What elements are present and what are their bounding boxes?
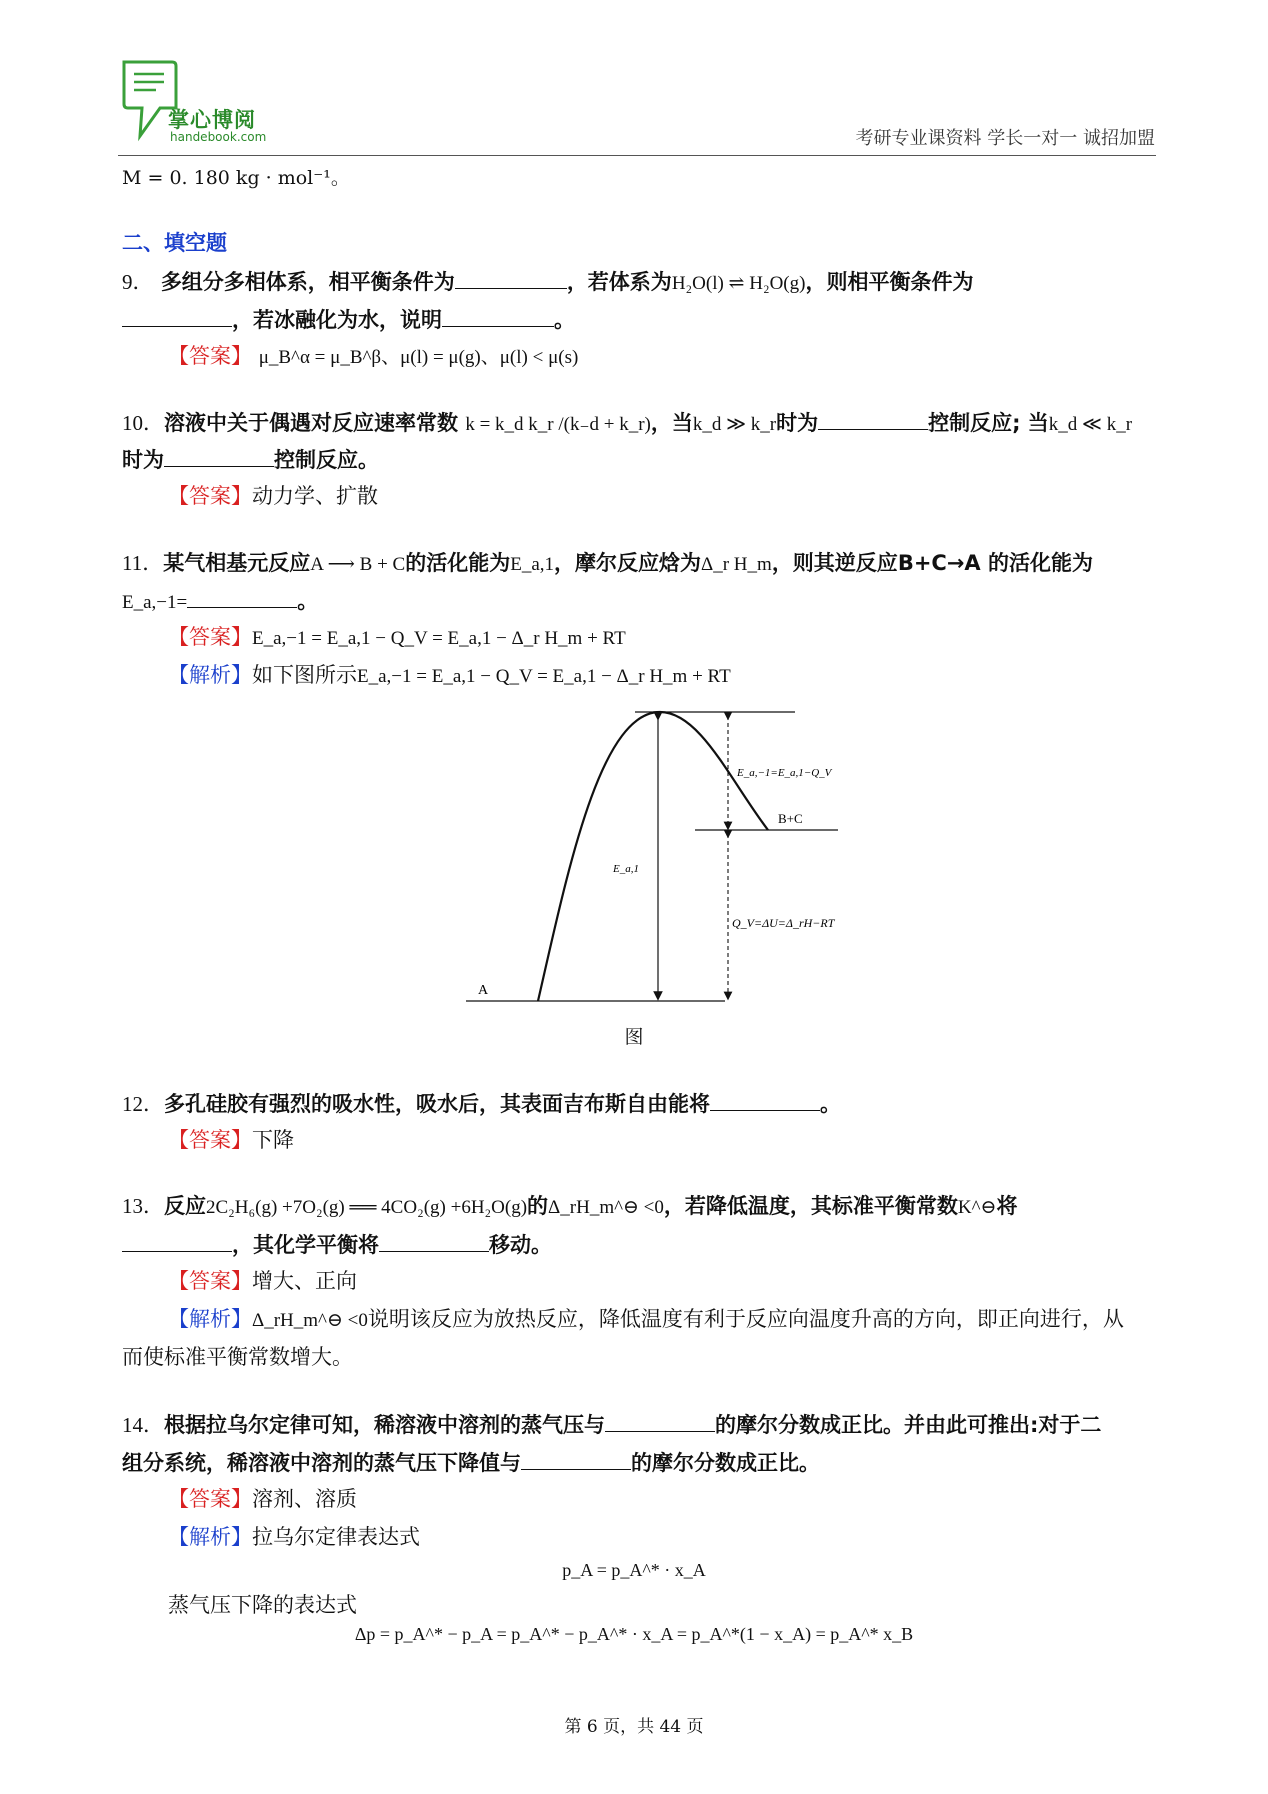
question-text: 时为 [776, 411, 819, 435]
question-text: 组分系统，稀溶液中溶剂的蒸气压下降值与 [122, 1451, 521, 1475]
answer-blank[interactable] [455, 266, 567, 289]
question-text: 多组分多相体系，相平衡条件为 [160, 270, 455, 294]
top-formula: M = 0. 180 kg · mol⁻¹。 [122, 167, 350, 189]
formula: Δ_rH_m^⊖ <0 [548, 1197, 664, 1218]
question-number: 9． [122, 270, 154, 294]
question-text: 时为 [122, 448, 164, 472]
formula: E_a,−1 = E_a,1 − Q_V = E_a,1 − Δ_r H_m + RT [357, 666, 731, 687]
question-text: 某气相基元反应 [163, 551, 311, 575]
question-text: ，其化学平衡将 [232, 1233, 379, 1257]
question-text: 根据拉乌尔定律可知，稀溶液中溶剂的蒸气压与 [164, 1413, 605, 1437]
question-9-line-1 [122, 266, 973, 299]
answer-blank[interactable] [379, 1229, 489, 1252]
analysis-label: 【解析】 [168, 1525, 252, 1549]
question-text: 多孔硅胶有强烈的吸水性，吸水后，其表面吉布斯自由能将 [164, 1092, 710, 1116]
label-qv: Q_V=ΔU=Δ_rH−RT [732, 916, 835, 930]
question-text: ，若体系为 [566, 270, 672, 294]
question-13-analysis-line-2: 而使标准平衡常数增大。 [122, 1345, 353, 1369]
answer-label: 【答案】 [168, 1128, 252, 1152]
question-14-line-2 [122, 1447, 820, 1478]
logo-url: handebook.com [170, 130, 267, 144]
label-ea-reverse: E_a,−1=E_a,1−Q_V [737, 767, 832, 779]
question-10-line-1 [122, 407, 1132, 440]
analysis-text: 拉乌尔定律表达式 [252, 1525, 420, 1549]
answer-blank[interactable] [818, 407, 928, 430]
answer-label: 【答案】 [168, 625, 252, 649]
analysis-text: 说明该反应为放热反应，降低温度有利于反应向温度升高的方向，即正向进行，从 [367, 1307, 1124, 1331]
answer-blank[interactable] [122, 304, 232, 327]
answer-label: 【答案】 [168, 1487, 252, 1511]
header-divider [118, 155, 1156, 156]
header-tagline: 考研专业课资料 学长一对一 诚招加盟 [855, 128, 1155, 149]
question-text: 的活化能为 [405, 551, 511, 575]
reaction-curve [538, 712, 768, 1001]
question-text: ，若冰融化为水，说明 [232, 308, 442, 332]
answer-label: 【答案】 [168, 344, 252, 368]
question-text: ，当 [650, 411, 693, 435]
answer-blank[interactable] [187, 585, 297, 608]
answer-blank[interactable] [122, 1229, 232, 1252]
question-12-answer [168, 1125, 294, 1155]
question-14-line-1 [122, 1409, 1101, 1440]
question-11-line-1 [122, 548, 1093, 580]
figure-caption: 图 [624, 1026, 644, 1048]
answer-label: 【答案】 [168, 484, 252, 508]
section-title: 二、填空题 [122, 231, 227, 255]
answer-blank[interactable] [605, 1409, 715, 1432]
question-text: 的活化能为 [988, 551, 1093, 575]
label-a: A [478, 983, 489, 998]
formula: A ⟶ B + C [310, 554, 406, 575]
formula: K^⊖ [957, 1197, 997, 1218]
question-14-answer [168, 1484, 357, 1514]
question-text: 的摩尔分数成正比。并由此可推出:对于二 [715, 1413, 1102, 1437]
question-10-answer [168, 481, 378, 511]
answer-text: 下降 [252, 1128, 294, 1152]
question-13-analysis-line-1 [168, 1304, 1124, 1336]
logo-title: 掌心博阅 [168, 108, 256, 132]
question-9-line-2 [122, 304, 575, 335]
formula: Δ_rH_m^⊖ <0 [252, 1310, 368, 1331]
formula: B+C→A [897, 551, 981, 575]
formula: k_d ≫ k_r [692, 414, 777, 435]
question-14-analysis [168, 1522, 420, 1552]
label-bc: B+C [778, 811, 803, 826]
question-text: ，则相平衡条件为 [805, 270, 974, 294]
answer-text: E_a,−1 = E_a,1 − Q_V = E_a,1 − Δ_r H_m + RT [252, 628, 626, 649]
question-11-analysis [168, 660, 731, 692]
question-11-answer [168, 622, 626, 654]
question-text: ，则其逆反应 [771, 551, 898, 575]
question-text: 。 [554, 308, 575, 332]
answer-text: 增大、正向 [252, 1269, 357, 1293]
answer-blank[interactable] [164, 444, 274, 467]
answer-blank[interactable] [710, 1088, 820, 1111]
question-text: 。 [820, 1092, 841, 1116]
formula: k = k_d k_r /(k₋d + k_r) [465, 414, 651, 435]
question-number: 12． [122, 1092, 164, 1116]
question-14-analysis-2: 蒸气压下降的表达式 [168, 1593, 357, 1617]
formula-vapor-drop: Δp = p_A^* − p_A = p_A^* − p_A^* · x_A = p_A^*(1 − x_A) = p_A^* x_B [354, 1624, 914, 1644]
question-text: 的 [527, 1194, 549, 1218]
question-text: ，摩尔反应焓为 [554, 551, 702, 575]
question-text: 。 [297, 589, 319, 613]
formula: E_a,−1= [122, 592, 188, 613]
analysis-label: 【解析】 [168, 1307, 252, 1331]
question-10-line-2 [122, 444, 379, 475]
question-13-line-1 [122, 1191, 1017, 1223]
question-text: 控制反应; 当 [928, 411, 1049, 435]
question-9-answer [168, 341, 578, 373]
answer-blank[interactable] [521, 1447, 631, 1470]
page-footer: 第 6 页，共 44 页 [564, 1717, 704, 1737]
formula: k_d ≪ k_r [1048, 414, 1133, 435]
question-number: 14． [122, 1413, 164, 1437]
analysis-text: 如下图所示 [252, 663, 357, 687]
answer-text: μ_B^α = μ_B^β、μ(l) = μ(g)、μ(l) < μ(s) [258, 347, 579, 368]
question-13-answer [168, 1266, 357, 1296]
formula: E_a,1 [510, 554, 555, 575]
question-11-line-2 [122, 585, 318, 618]
analysis-label: 【解析】 [168, 663, 252, 687]
question-text: 的摩尔分数成正比。 [631, 1451, 820, 1475]
label-ea1: E_a,1 [613, 863, 639, 875]
question-text: 将 [996, 1194, 1018, 1218]
question-text: ，若降低温度，其标准平衡常数 [663, 1194, 958, 1218]
formula-raoult: p_A = p_A^* · x_A [562, 1560, 706, 1580]
question-12-line-1 [122, 1088, 841, 1119]
question-number: 13． [122, 1194, 164, 1218]
equation: H₂O(l) ⇌ H₂O(g) [671, 273, 806, 294]
question-text: 溶液中关于偶遇对反应速率常数 [164, 411, 458, 435]
question-text: 反应 [164, 1194, 206, 1218]
answer-text: 溶剂、溶质 [252, 1487, 357, 1511]
energy-diagram [450, 700, 850, 1040]
answer-blank[interactable] [442, 304, 554, 327]
formula: 2C₂H₆(g) +7O₂(g) ══ 4CO₂(g) +6H₂O(g) [206, 1197, 528, 1218]
answer-text: 动力学、扩散 [252, 484, 378, 508]
answer-label: 【答案】 [168, 1269, 252, 1293]
formula: Δ_r H_m [701, 554, 772, 575]
question-number: 11． [122, 551, 164, 575]
question-text: 控制反应。 [274, 448, 379, 472]
question-text: 移动。 [489, 1233, 552, 1257]
question-13-line-2 [122, 1229, 552, 1260]
question-number: 10． [122, 411, 164, 435]
